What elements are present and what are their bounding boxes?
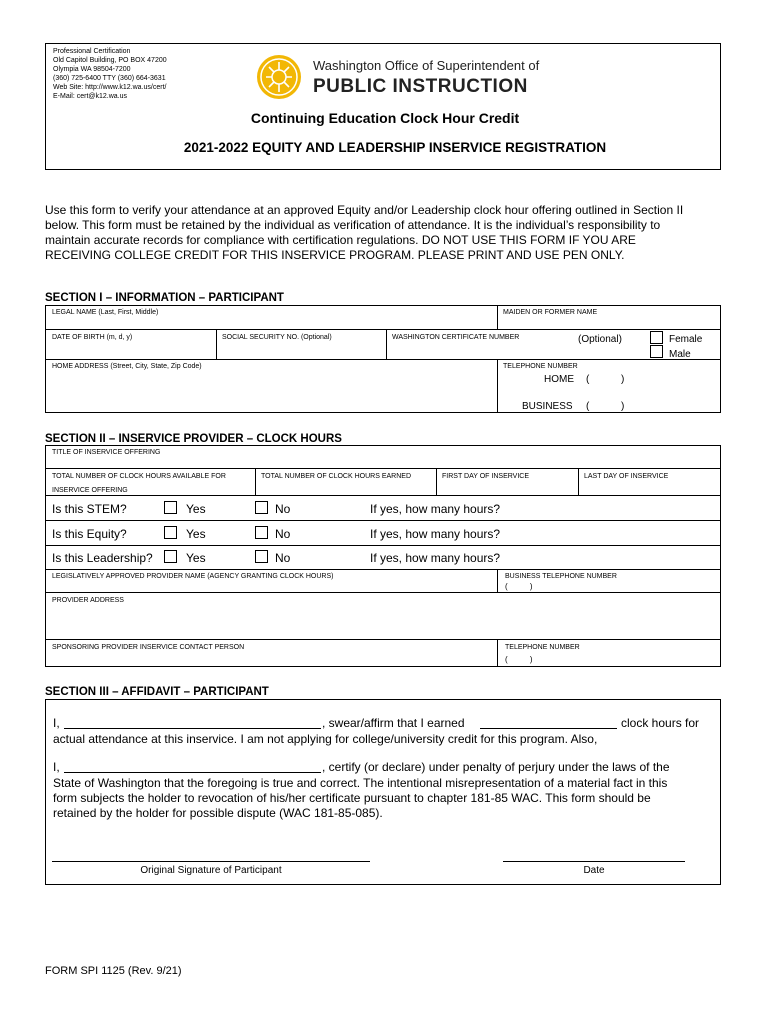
intro-line: Use this form to verify your attendance at an approved Equity and/or Leadership clock hour offering outlined in Section II <box>45 203 684 217</box>
equity-question: Is this Equity? <box>52 527 127 541</box>
clock-hours-line[interactable] <box>480 728 617 729</box>
intro-paragraph <box>45 203 735 263</box>
total-earned-field[interactable] <box>256 482 435 494</box>
business-phone-paren-open: ( <box>586 401 590 412</box>
home-address-field[interactable] <box>46 372 496 412</box>
provider-name-label: LEGISLATIVELY APPROVED PROVIDER NAME (AGENCY GRANTING CLOCK HOURS) <box>52 573 334 580</box>
total-available-label-1: TOTAL NUMBER OF CLOCK HOURS AVAILABLE FOR <box>52 473 226 480</box>
home-address-label: HOME ADDRESS (Street, City, State, Zip Code) <box>52 363 202 370</box>
last-day-field[interactable] <box>579 482 720 494</box>
business-telephone-parens: ( ) <box>505 582 533 591</box>
total-available-label-2: INSERVICE OFFERING <box>52 487 128 494</box>
clock-hours-for-text: clock hours for <box>621 716 700 730</box>
title-offering-field[interactable] <box>46 457 720 467</box>
date-label: Date <box>583 865 605 876</box>
affidavit-i-1: I, <box>53 716 60 730</box>
participant-name-line-2[interactable] <box>64 772 321 773</box>
contact-telephone-label: TELEPHONE NUMBER <box>505 644 580 651</box>
contact-telephone-field[interactable] <box>498 653 720 666</box>
affidavit-i-2: I, <box>53 760 60 774</box>
stem-yes-checkbox[interactable] <box>164 501 177 514</box>
signature-label: Original Signature of Participant <box>140 865 282 876</box>
contact-telephone-parens: ( ) <box>505 655 533 664</box>
maiden-name-field[interactable] <box>498 318 720 328</box>
first-day-field[interactable] <box>437 482 577 494</box>
form-title: Continuing Education Clock Hour Credit <box>250 110 520 126</box>
wa-cert-label: WASHINGTON CERTIFICATE NUMBER <box>392 334 520 341</box>
equity-no-checkbox[interactable] <box>255 526 268 539</box>
total-earned-label: TOTAL NUMBER OF CLOCK HOURS EARNED <box>261 473 412 480</box>
ssn-field[interactable] <box>217 343 385 358</box>
leadership-question: Is this Leadership? <box>52 551 153 565</box>
address-line: Professional Certification <box>53 48 131 55</box>
affidavit-line-2: actual attendance at this inservice. I am not applying for college/university credit for this program. Also, <box>53 732 598 746</box>
legal-name-label: LEGAL NAME (Last, First, Middle) <box>52 309 159 316</box>
leadership-hours-field[interactable] <box>512 549 712 565</box>
legal-name-field[interactable] <box>46 318 496 328</box>
equity-yes-checkbox[interactable] <box>164 526 177 539</box>
title-offering-label: TITLE OF INSERVICE OFFERING <box>52 449 161 456</box>
intro-line: RECEIVING COLLEGE CREDIT FOR THIS INSERVICE PROGRAM. PLEASE PRINT AND USE PEN ONLY. <box>45 248 625 262</box>
provider-name-field[interactable] <box>46 581 496 591</box>
last-day-label: LAST DAY OF INSERVICE <box>584 473 669 480</box>
agency-name-line2: PUBLIC INSTRUCTION <box>313 76 528 97</box>
affidavit-line-4: State of Washington that the foregoing is true and correct. The intentional misrepresentation of a material fact in this <box>53 776 668 790</box>
provider-address-field[interactable] <box>46 606 720 638</box>
form-subtitle: 2021-2022 EQUITY AND LEADERSHIP INSERVICE REGISTRATION <box>183 140 607 155</box>
form-id: FORM SPI 1125 (Rev. 9/21) <box>45 965 182 977</box>
dob-field[interactable] <box>46 343 215 358</box>
wa-cert-field[interactable] <box>387 343 567 358</box>
male-checkbox[interactable] <box>650 345 663 358</box>
equity-no-label: No <box>275 527 291 541</box>
home-phone-paren-open: ( <box>586 374 590 385</box>
address-line: (360) 725-6400 TTY (360) 664-3631 <box>53 75 166 82</box>
female-checkbox[interactable] <box>650 331 663 344</box>
home-phone-field[interactable] <box>592 373 712 385</box>
stem-hours-label: If yes, how many hours? <box>370 502 501 516</box>
address-line: Old Capitol Building, PO BOX 47200 <box>53 57 167 64</box>
affidavit-line-6: retained by the holder for possible dispute (WAC 181-85-085). <box>53 806 383 820</box>
equity-yes-label: Yes <box>186 527 206 541</box>
leadership-hours-label: If yes, how many hours? <box>370 551 501 565</box>
contact-person-label: SPONSORING PROVIDER INSERVICE CONTACT PERSON <box>52 644 245 651</box>
contact-person-field[interactable] <box>46 653 496 666</box>
stem-no-label: No <box>275 502 291 516</box>
ospi-logo-icon <box>256 54 302 100</box>
participant-name-line-1[interactable] <box>64 728 321 729</box>
business-phone-label: BUSINESS <box>522 401 573 412</box>
date-line[interactable] <box>503 861 685 862</box>
maiden-name-label: MAIDEN OR FORMER NAME <box>503 309 598 316</box>
leadership-no-checkbox[interactable] <box>255 550 268 563</box>
swear-text: , swear/affirm that I earned <box>322 716 465 730</box>
equity-hours-field[interactable] <box>512 525 712 541</box>
business-telephone-label: BUSINESS TELEPHONE NUMBER <box>505 573 617 580</box>
telephone-label: TELEPHONE NUMBER <box>503 363 578 370</box>
female-label: Female <box>669 334 703 345</box>
stem-hours-field[interactable] <box>512 500 712 516</box>
section2-title: SECTION II – INSERVICE PROVIDER – CLOCK HOURS <box>45 433 342 445</box>
address-block <box>53 47 233 101</box>
section1-title: SECTION I – INFORMATION – PARTICIPANT <box>45 292 284 304</box>
leadership-yes-checkbox[interactable] <box>164 550 177 563</box>
agency-name-line1: Washington Office of Superintendent of <box>313 58 540 73</box>
ssn-label: SOCIAL SECURITY NO. (Optional) <box>222 334 332 341</box>
stem-question: Is this STEM? <box>52 502 127 516</box>
provider-address-label: PROVIDER ADDRESS <box>52 597 124 604</box>
intro-line: below. This form must be retained by the individual as verification of attendance. It is the individual’s responsibility to <box>45 218 661 232</box>
male-label: Male <box>669 349 691 360</box>
certify-text: , certify (or declare) under penalty of perjury under the laws of the <box>322 760 670 774</box>
dob-label: DATE OF BIRTH (m, d, y) <box>52 334 133 341</box>
stem-yes-label: Yes <box>186 502 206 516</box>
address-line: Web Site: http://www.k12.wa.us/cert/ <box>53 84 167 91</box>
business-phone-paren-close: ) <box>621 401 625 412</box>
affidavit-line-5: form subjects the holder to revocation of his/her certificate pursuant to chapter 181-85 WAC. This form should be <box>53 791 651 805</box>
address-line: Olympia WA 98504-7200 <box>53 66 131 73</box>
business-phone-field[interactable] <box>592 400 712 412</box>
first-day-label: FIRST DAY OF INSERVICE <box>442 473 530 480</box>
leadership-no-label: No <box>275 551 291 565</box>
business-telephone-field[interactable] <box>498 581 720 591</box>
stem-no-checkbox[interactable] <box>255 501 268 514</box>
leadership-yes-label: Yes <box>186 551 206 565</box>
equity-hours-label: If yes, how many hours? <box>370 527 501 541</box>
address-line: E-Mail: cert@k12.wa.us <box>53 93 128 100</box>
signature-line[interactable] <box>52 861 370 862</box>
home-phone-paren-close: ) <box>621 374 625 385</box>
home-phone-label: HOME <box>544 374 574 385</box>
intro-line: maintain accurate records for compliance with certification regulations. DO NOT USE THIS FORM IF YOU ARE <box>45 233 636 247</box>
optional-note: (Optional) <box>578 334 622 345</box>
section3-title: SECTION III – AFFIDAVIT – PARTICIPANT <box>45 686 269 698</box>
